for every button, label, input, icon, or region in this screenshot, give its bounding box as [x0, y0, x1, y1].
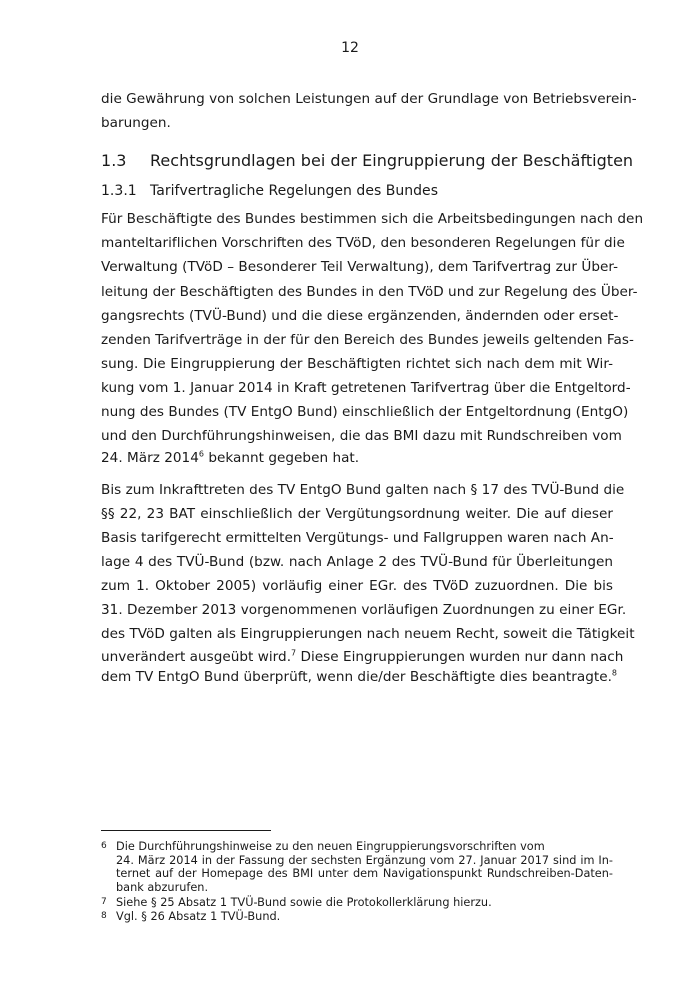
footnote-ref[interactable]: 7	[291, 648, 297, 658]
footnote-ref[interactable]: 6	[198, 449, 205, 459]
section-number: 1.3	[101, 151, 127, 170]
intro-line: barungen.	[101, 115, 171, 131]
footnote-text: Siehe § 25 Absatz 1 TVÜ-Bund sowie die Protokollerklärung hierzu.	[116, 896, 492, 909]
paragraph-line: gangsrechts (TVÜ-Bund) und die diese ergänzenden, ändernden oder erset-	[101, 308, 619, 324]
subsection-heading	[101, 180, 438, 202]
intro-line: die Gewährung von solchen Leistungen auf der Grundlage von Betriebsverein-	[101, 91, 637, 107]
paragraph-line: und den Durchführungshinweisen, die das BMI dazu mit Rundschreiben vom	[101, 428, 622, 444]
paragraph-line	[101, 646, 624, 668]
footnote-ref[interactable]: 8	[611, 668, 618, 678]
paragraph-line	[101, 447, 359, 469]
paragraph-text: unverändert ausgeübt wird.	[101, 649, 292, 665]
paragraph-line: sung. Die Eingruppierung der Beschäftigten richtet sich nach dem mit Wir-	[101, 356, 613, 372]
footnote-text: Vgl. § 26 Absatz 1 TVÜ-Bund.	[116, 910, 281, 923]
paragraph-line: Für Beschäftigte des Bundes bestimmen sich die Arbeitsbedingungen nach den	[101, 211, 644, 227]
paragraph-line: des TVöD galten als Eingruppierungen nach neuem Recht, soweit die Tätigkeit	[101, 626, 635, 642]
subsection-number: 1.3.1	[101, 183, 137, 199]
paragraph-line: kung vom 1. Januar 2014 in Kraft getretenen Tarifvertrag über die Entgeltord-	[101, 380, 631, 396]
page-number: 12	[341, 40, 359, 56]
paragraph-line: §§ 22, 23 BAT einschließlich der Vergütungsordnung weiter. Die auf dieser	[101, 506, 613, 522]
paragraph-text: Diese Eingruppierungen wurden nur dann nach	[296, 649, 624, 665]
footnote-mark: 8	[101, 911, 107, 921]
footnote-line: bank abzurufen.	[116, 880, 209, 894]
section-title: Rechtsgrundlagen bei der Eingruppierung der Beschäftigten	[150, 151, 634, 170]
section-heading	[101, 150, 633, 172]
paragraph-text: bekannt gegeben hat.	[204, 450, 360, 466]
footnote-mark: 6	[101, 841, 107, 851]
paragraph-line: zum 1. Oktober 2005) vorläufig einer EGr. des TVöD zuzuordnen. Die bis	[101, 578, 613, 594]
footnote-7	[101, 896, 492, 910]
paragraph-line: manteltariflichen Vorschriften des TVöD, den besonderen Regelungen für die	[101, 235, 625, 251]
footnote-line: ternet auf der Homepage des BMI unter dem Navigationspunkt Rundschreiben-Daten-	[116, 867, 613, 880]
subsection-title: Tarifvertragliche Regelungen des Bundes	[150, 183, 439, 199]
paragraph-line: lage 4 des TVÜ-Bund (bzw. nach Anlage 2 des TVÜ-Bund für Überleitungen	[101, 554, 613, 570]
paragraph-line: leitung der Beschäftigten des Bundes in den TVöD und zur Regelung des Über-	[101, 284, 638, 300]
footnote-6	[101, 840, 545, 854]
paragraph-line: Verwaltung (TVöD – Besonderer Teil Verwaltung), dem Tarifvertrag zur Über-	[101, 259, 619, 275]
footnote-line: 24. März 2014 in der Fassung der sechsten Ergänzung vom 27. Januar 2017 sind im In-	[116, 853, 613, 867]
paragraph-line: 31. Dezember 2013 vorgenommenen vorläufigen Zuordnungen zu einer EGr.	[101, 602, 627, 618]
footnote-text: Die Durchführungshinweise zu den neuen Eingruppierungsvorschriften vom	[116, 840, 545, 853]
paragraph-text: dem TV EntgO Bund überprüft, wenn die/der Beschäftigte dies beantragte.	[101, 669, 612, 685]
footnote-8	[101, 910, 280, 924]
footnote-divider	[101, 830, 271, 831]
paragraph-line: Bis zum Inkrafttreten des TV EntgO Bund galten nach § 17 des TVÜ-Bund die	[101, 482, 625, 498]
paragraph-line: Basis tarifgerecht ermittelten Vergütungs- und Fallgruppen waren nach An-	[101, 530, 614, 546]
paragraph-text: 24. März 2014	[101, 450, 199, 466]
paragraph-line: zenden Tarifverträge in der für den Bereich des Bundes jeweils geltenden Fas-	[101, 332, 634, 348]
paragraph-line	[101, 666, 617, 688]
footnote-mark: 7	[101, 897, 107, 907]
paragraph-line: nung des Bundes (TV EntgO Bund) einschließlich der Entgeltordnung (EntgO)	[101, 404, 629, 420]
